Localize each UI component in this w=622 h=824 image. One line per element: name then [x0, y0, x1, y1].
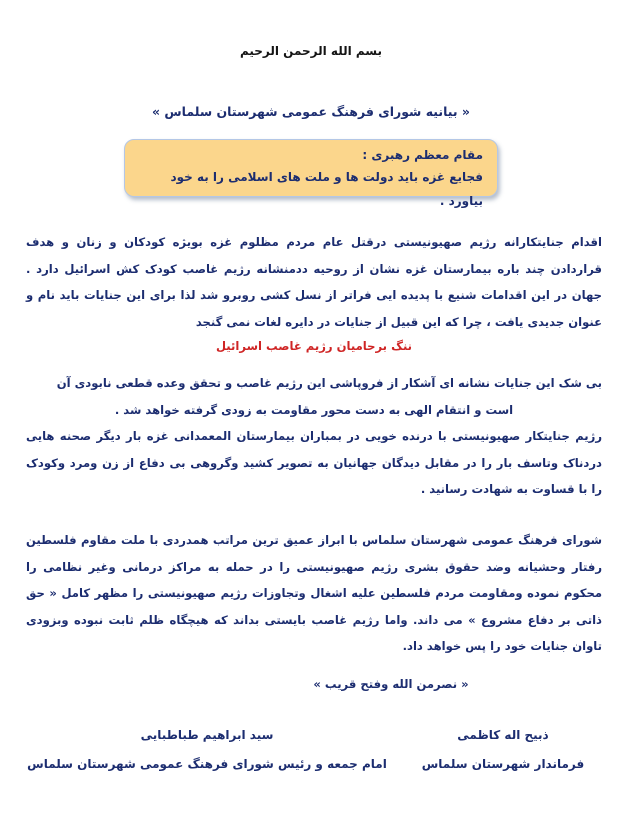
signature-governor-role: فرماندار شهرستان سلماس: [421, 757, 585, 771]
statement-body-3: [26, 527, 602, 660]
statement-title: « بیانیه شورای فرهنگ عمومی شهرستان سلماس »: [151, 104, 471, 119]
paragraph-2: بی شک این جنایات نشانه ای آشکار از فروپاشی این رژیم غاصب و تحقق وعده قطعی نابودی آن: [56, 376, 602, 390]
signature-imam-name: سید ابراهیم طباطبایی: [140, 728, 274, 742]
signature-imam-role: امام جمعه و رئیس شورای فرهنگ عمومی شهرستان سلماس: [27, 757, 387, 771]
paragraph-1: اقدام جنایتکارانه رژیم صهیونیستی درقتل عام مردم مظلوم غزه بویژه کودکان و زنان و هدف قراردادن چند باره بیمارستان غزه نشان از روحیه ددمنشانه رژیم غاصب کودک کش اسرائیل دارد . جهان در این اقدامات شنیع با پدیده ایی فراتر از نسل کشی روبرو شد لذا برای این جنایات باید نام و عنوان جدیدی یافت ، چرا که این قبیل از جنایات در دایره لغات نمی گنجد: [26, 235, 602, 329]
paragraph-2-end: است و انتقام الهی به دست محور مقاومت به زودی گرفته خواهد شد .: [114, 402, 514, 417]
statement-body-2: [26, 370, 602, 503]
paragraph-3: رژیم جنایتکار صهیونیستی با درنده خویی در بمباران بیمارستان المعمدانی غزه بار دیگر صحنه هایی دردناک وتاسف بار را در مقابل دیدگان جهانیان به تصویر کشید وگروهی بی دفاع از زن ومرد وکودک را با قساوت به شهادت رسانید .: [26, 429, 602, 496]
statement-body: [26, 229, 602, 357]
leader-quote-box: [124, 139, 498, 208]
highlight-line: ننگ برحامیان رژیم غاصب اسرائیل: [215, 339, 413, 353]
closing-motto: « نصرمن الله وفتح قریب »: [313, 677, 469, 691]
signature-governor-name: ذبیح اله کاظمی: [457, 728, 549, 742]
quote-heading: مقام معظم رهبری :: [362, 148, 483, 162]
paragraph-4: شورای فرهنگ عمومی شهرستان سلماس با ابراز عمیق ترین مراتب همدردی با ملت مقاوم فلسطین رفتار وحشیانه وضد حقوق بشری رژیم صهیونیستی را در حمله به مراکز درمانی وغیر نظامی را محکوم نموده ومقاومت مردم فلسطین علیه اشغال وتجاوزات رژیم صهیونیستی را مظهر کامل « حق ذاتی بر دفاع مشروع » می داند. واما رژیم غاصب بایستی بداند که هیچگاه ظلم ثابت نبوده وبزودی تاوان جنایات خود را پس خواهد داد.: [26, 533, 602, 653]
basmala-heading: بسم الله الرحمن الرحیم: [239, 44, 383, 58]
quote-text: فجایع غزه باید دولت ها و ملت های اسلامی را به خود بیاورد .: [170, 170, 483, 208]
